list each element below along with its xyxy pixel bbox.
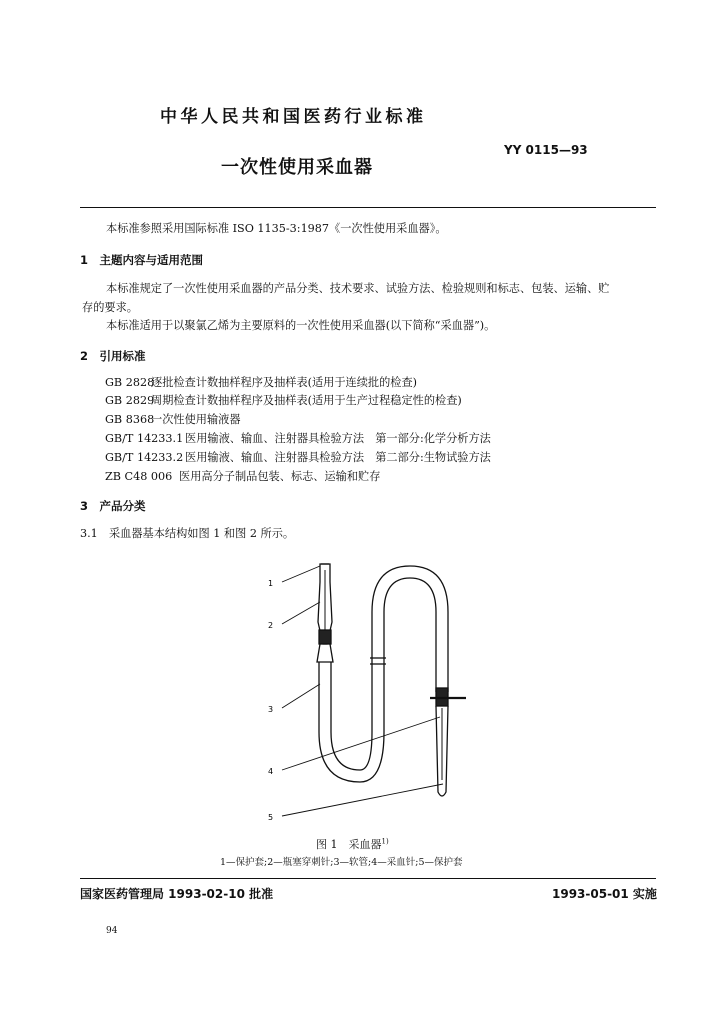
reference-item [105, 470, 380, 484]
reference-title: 周期检查计数抽样程序及抽样表(适用于生产过程稳定性的检查) [151, 394, 462, 407]
reference-title: 医用输液、输血、注射器具检验方法 第一部分:化学分析方法 [185, 432, 491, 445]
reference-title: 逐批检查计数抽样程序及抽样表(适用于连续批的检查) [151, 376, 418, 389]
figure-label-4: 4 [268, 767, 274, 776]
section-1-para-1-line-2: 存的要求。 [82, 301, 138, 314]
reference-title: 医用高分子制品包装、标志、运输和贮存 [179, 470, 381, 483]
footer-rule [80, 878, 656, 879]
figure-caption-text: 图 1 采血器 [316, 838, 382, 851]
figure-label-5: 5 [268, 813, 274, 822]
figure-caption [316, 836, 389, 852]
reference-code: GB 2828 [105, 376, 155, 389]
reference-item [105, 432, 491, 446]
reference-code: GB 2829 [105, 394, 155, 407]
section-2-heading: 2 引用标准 [80, 349, 146, 363]
document-title: 一次性使用采血器 [221, 157, 373, 178]
figure-label-1: 1 [268, 579, 274, 588]
reference-item [105, 451, 491, 465]
tubing-lower-inner [331, 662, 372, 770]
reference-code: GB/T 14233.1 [105, 432, 184, 445]
section-3-heading: 3 产品分类 [80, 499, 146, 513]
figure-label-2: 2 [268, 621, 274, 630]
reference-title: 一次性使用输液器 [151, 413, 241, 426]
reference-code: GB/T 14233.2 [105, 451, 184, 464]
blood-collector-figure [260, 552, 480, 830]
page-number: 94 [106, 926, 118, 936]
org-title: 中华人民共和国医药行业标准 [160, 107, 427, 127]
tubing-upper-inner [384, 578, 436, 692]
approval-info: 国家医药管理局 1993-02-10 批准 [80, 887, 274, 901]
spike-hub-icon [319, 630, 331, 644]
header-rule [80, 207, 656, 208]
intro-text: 本标准参照采用国际标准 ISO 1135-3:1987《一次性使用采血器》。 [106, 222, 447, 235]
reference-code: ZB C48 006 [105, 470, 173, 483]
figure-label-3: 3 [268, 705, 274, 714]
implementation-info: 1993-05-01 实施 [552, 887, 657, 901]
standard-number: YY 0115—93 [504, 143, 588, 157]
reference-title: 医用输液、输血、注射器具检验方法 第二部分:生物试验方法 [185, 451, 491, 464]
reference-code: GB 8368 [105, 413, 155, 426]
section-3-1-text: 3.1 采血器基本结构如图 1 和图 2 所示。 [80, 527, 295, 540]
section-1-heading: 1 主题内容与适用范围 [80, 253, 204, 267]
reference-item [105, 376, 417, 390]
tubing-lower-outer [319, 662, 384, 782]
reference-item [105, 394, 462, 408]
figure-caption-note: 1) [381, 837, 389, 846]
section-1-para-2: 本标准适用于以聚氯乙烯为主要原料的一次性使用采血器(以下简称“采血器”)。 [106, 319, 496, 332]
section-1-para-1-line-1: 本标准规定了一次性使用采血器的产品分类、技术要求、试验方法、检验规则和标志、包装、运输、贮 [106, 282, 610, 295]
reference-item [105, 413, 241, 427]
figure-legend: 1—保护套;2—瓶塞穿刺针;3—软管;4—采血针;5—保护套 [220, 857, 463, 868]
